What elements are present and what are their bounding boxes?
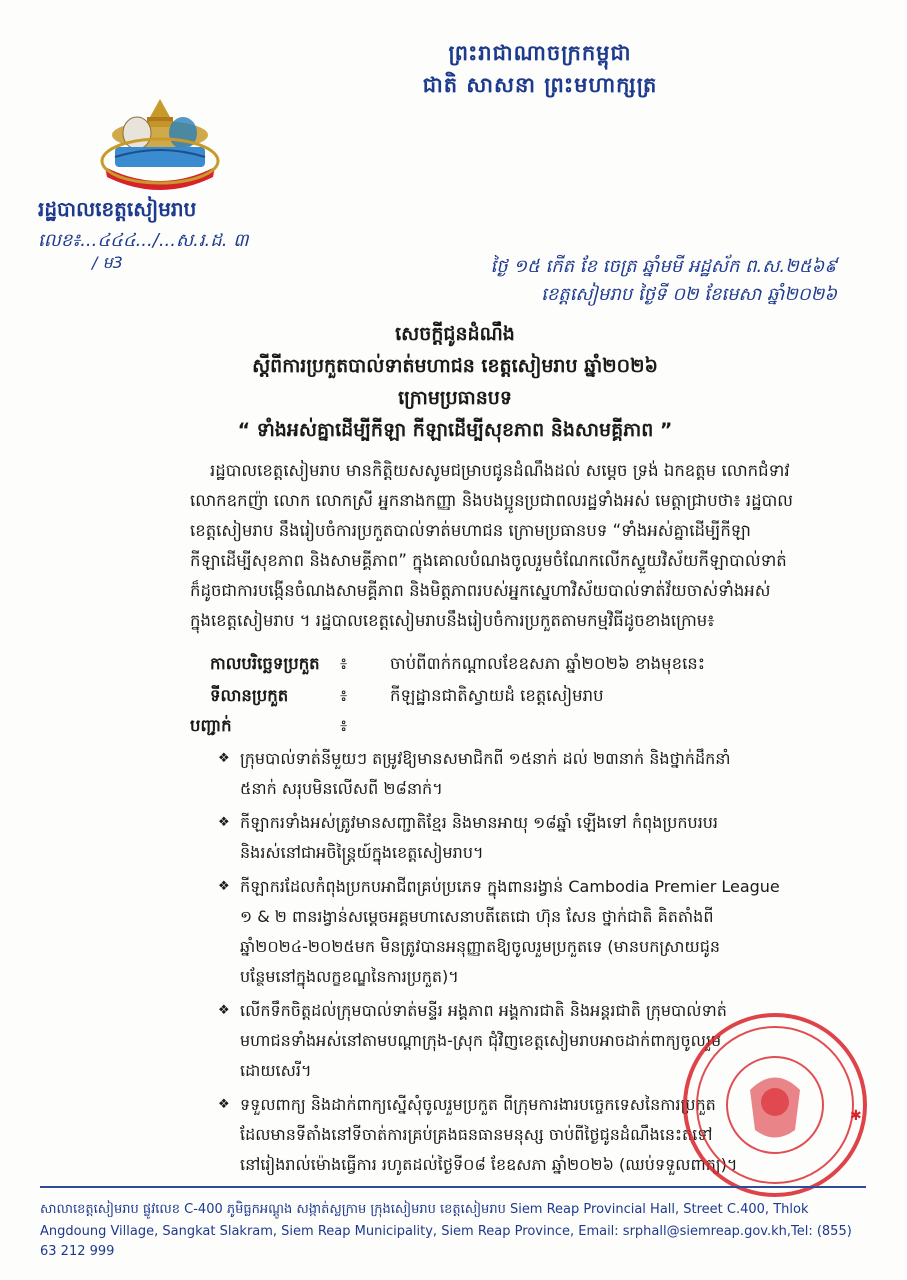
bullet-line: មហាជនទាំងអស់នៅតាមបណ្តាក្រុង-ស្រុក ជុំវិញខេត្តសៀមរាបអាចដាក់ពាក្យចូលរួម <box>240 1031 722 1050</box>
bullet-icon: ❖ <box>218 1003 230 1018</box>
notice-theme: “ ទាំងអស់គ្នាដើម្បីកីឡា កីឡាដើម្បីសុខភាព និងសាមគ្គីភាព ” <box>237 419 673 441</box>
solar-date: ខេត្តសៀមរាប ថ្ងៃទី ០២ ខែមេសា ឆ្នាំ២០២៦ <box>541 284 837 305</box>
bullet-line: កីឡាករដែលកំពុងប្រកបអាជីពគ្រប់ប្រភេទ ក្នុងពានរង្វាន់ Cambodia Premier League <box>240 877 780 896</box>
bullet-line: ដែលមានទីតាំងនៅទីចាត់ការគ្រប់គ្រងធនធានមនុស្ស ចាប់ពីថ្ងៃជូនដំណឹងនេះតទៅ <box>240 1125 713 1144</box>
body-line: រដ្ឋបាលខេត្តសៀមរាប មានកិត្តិយសសូមជម្រាបជូនដំណឹងដល់ សម្តេច ទ្រង់ ឯកឧត្តម លោកជំទាវ <box>210 461 790 480</box>
bullet-line: បន្ថែមនៅក្នុងលក្ខខណ្ឌនៃការប្រកួត)។ <box>240 967 459 986</box>
bullet-item <box>218 872 840 992</box>
reference-number: លេខ៖...៤៤៤.../...ស.រ.ដ. ៣ <box>38 230 249 251</box>
info-value: ចាប់ពី៣ក់កណ្តាលខែឧសភា ឆ្នាំ២០២៦ ខាងមុខនេះ <box>390 654 706 673</box>
bullet-icon: ❖ <box>218 879 230 894</box>
bullet-item <box>218 808 840 868</box>
body-line: កីឡាដើម្បីសុខភាព និងសាមគ្គីភាព” ក្នុងគោលបំណងចូលរួមចំណែកលើកស្ទួយវិស័យកីឡាបាល់ទាត់ <box>190 551 787 570</box>
bullet-line: និងរស់នៅជាអចិន្ត្រៃយ៍ក្នុងខេត្តសៀមរាប។ <box>240 843 484 862</box>
footer-address: សាលាខេត្តសៀមរាប ផ្លូវលេខ C-400 ភូមិធ្លកអណ្តូង សង្កាត់ស្លក្រាម ក្រុងសៀមរាប ខេត្តសៀមរាប Siem Reap Provincial Hall, Street C.400, Thlok <box>40 1202 809 1217</box>
bullet-item <box>218 744 840 804</box>
bullet-line: ១ & ២ ពានរង្វាន់សម្តេចអគ្គមហាសេនាបតីតេជោ ហ៊ុន សែន ថ្នាក់ជាតិ គិតតាំងពី <box>240 907 714 926</box>
info-label: កាលបរិច្ឆេទប្រកួត <box>210 654 320 673</box>
bullet-icon: ❖ <box>218 751 230 766</box>
notice-subject: ស្តីពីការប្រកួតបាល់ទាត់មហាជន ខេត្តសៀមរាប ឆ្នាំ២០២៦ <box>252 355 658 377</box>
notice-title: សេចក្តីជូនដំណឹង <box>395 323 515 345</box>
notice-theme-label: ក្រោមប្រធានបទ <box>398 387 512 409</box>
bullet-line: កីឡាករទាំងអស់ត្រូវមានសញ្ជាតិខ្មែរ និងមានអាយុ ១៨ឆ្នាំ ឡើងទៅ កំពុងប្រកបរបរ <box>240 813 718 832</box>
body-line: លោកឧកញ៉ា លោក លោកស្រី អ្នកនាងកញ្ញា និងបងប្អូនប្រជាពលរដ្ឋទាំងអស់ មេត្តាជ្រាបថា៖ រដ្ឋបាល <box>190 491 794 510</box>
info-label: ទីលានប្រកួត <box>210 686 289 705</box>
footer-contact: Angdoung Village, Sangkat Slakram, Siem Reap Municipality, Siem Reap Province, Email: srphall@siemreap.gov.kh,Tel: (855) 63 212 999 <box>40 1224 852 1259</box>
info-colon: ៖ <box>340 716 348 735</box>
bullet-line: ឆ្នាំ២០២៤-២០២៥មក មិនត្រូវបានអនុញ្ញាតឱ្យចូលរួមប្រកួតទេ (មានបកស្រាយជូន <box>240 937 720 956</box>
info-value: កីឡដ្ឋានជាតិស្វាយដំ ខេត្តសៀមរាប <box>390 686 604 705</box>
bullet-icon: ❖ <box>218 1097 230 1112</box>
bullet-line: ទទួលពាក្យ និងដាក់ពាក្យស្នើសុំចូលរួមប្រកួត ពីក្រុមការងារបច្ចេកទេសនៃការប្រកួត <box>240 1095 716 1114</box>
bullet-line: នៅរៀងរាល់ម៉ោងធ្វើការ រហូតដល់ថ្ងៃទី០៨ ខែឧសភា ឆ្នាំ២០២៦ (ឈប់ទទួលពាក្យ)។ <box>240 1155 738 1174</box>
body-line: ខេត្តសៀមរាប នឹងរៀបចំការប្រកួតបាល់ទាត់មហាជន ក្រោមប្រធានបទ “ទាំងអស់គ្នាដើម្បីកីឡា <box>190 521 751 540</box>
provincial-seal-icon <box>95 95 225 200</box>
issuing-authority: រដ្ឋបាលខេត្តសៀមរាប <box>38 197 197 221</box>
info-colon: ៖ <box>340 654 348 673</box>
footer-divider <box>40 1186 866 1188</box>
info-row-date <box>210 654 850 682</box>
reference-annotation: / ម3 <box>92 253 123 272</box>
body-line: ក៏ដូចជាការបង្កើនចំណងសាមគ្គីភាព និងមិត្តភាពរបស់អ្នកស្នេហាវិស័យបាល់ទាត់វ័យចាស់ទាំងអស់ <box>190 581 771 600</box>
bullet-line: ដោយសេរី។ <box>240 1061 312 1080</box>
info-row-venue <box>210 686 850 714</box>
kingdom-title: ព្រះរាជាណាចក្រកម្ពុជា <box>448 40 632 65</box>
national-motto: ជាតិ សាសនា ព្រះមហាក្សត្រ <box>422 72 658 97</box>
bullet-line: ៥នាក់ សរុបមិនលើសពី ២៨នាក់។ <box>240 779 443 798</box>
info-label: បញ្ជាក់ <box>190 716 232 735</box>
official-stamp-icon <box>680 1010 870 1200</box>
body-line: ក្នុងខេត្តសៀមរាប ។ រដ្ឋបាលខេត្តសៀមរាបនឹងរៀបចំការប្រកួតតាមកម្មវិធីដូចខាងក្រោម៖ <box>190 611 715 630</box>
info-colon: ៖ <box>340 686 348 705</box>
info-row-note <box>190 716 830 744</box>
bullet-icon: ❖ <box>218 815 230 830</box>
bullet-line: ក្រុមបាល់ទាត់នីមួយៗ តម្រូវឱ្យមានសមាជិកពី ១៥នាក់ ដល់ ២៣នាក់ និងថ្នាក់ដឹកនាំ <box>240 749 731 768</box>
svg-text:✱: ✱ <box>850 1108 862 1124</box>
lunar-date: ថ្ងៃ ១៥ កើត ខែ ចេត្រ ឆ្នាំមមី អដ្ឋស័ក ព.ស.២៥៦៩ <box>490 256 837 277</box>
bullet-line: លើកទឹកចិត្តដល់ក្រុមបាល់ទាត់មន្ទីរ អង្គភាព អង្គការជាតិ និងអន្តរជាតិ ក្រុមបាល់ទាត់ <box>240 1001 727 1020</box>
